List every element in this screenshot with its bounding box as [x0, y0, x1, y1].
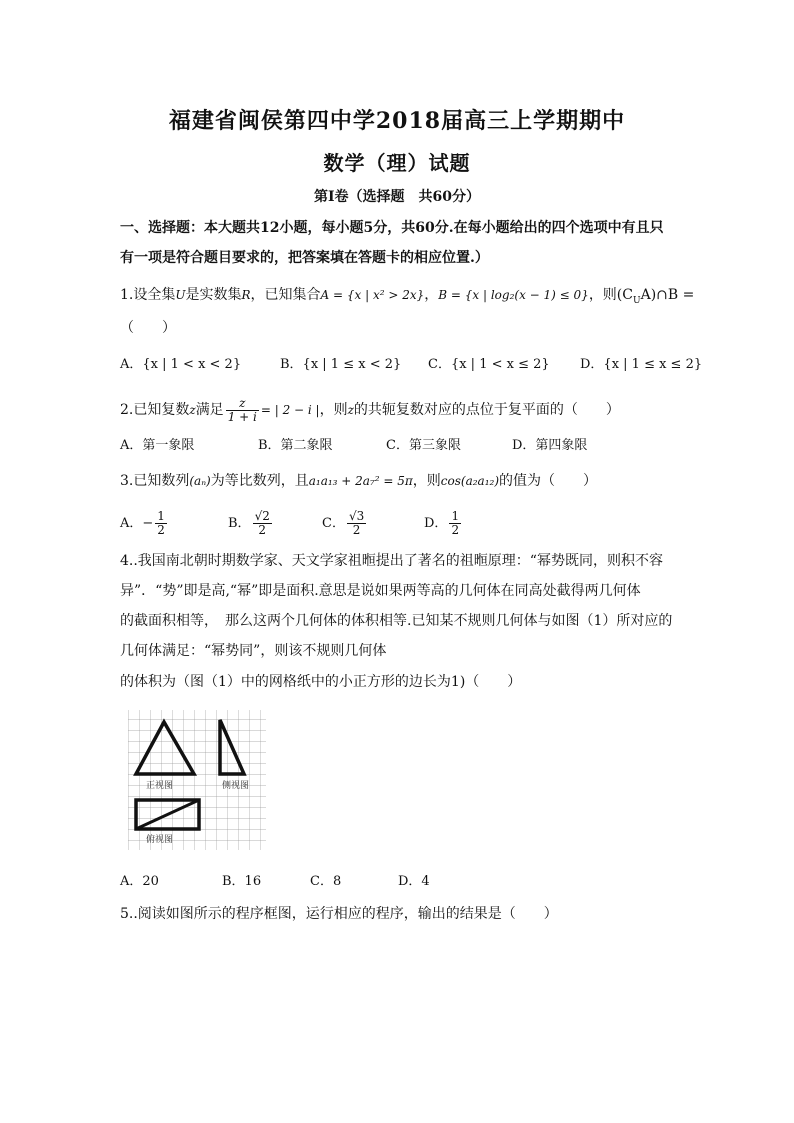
question-1-option-d: D．{x | 1 ≤ x ≤ 2} [580, 357, 703, 372]
question-4-option-b: B．16 [222, 874, 262, 889]
paper-subtitle: 数学（理）试题 [323, 151, 471, 175]
question-5-stem: 5..阅读如图所示的程序框图，运行相应的程序，输出的结果是（ ） [120, 906, 558, 922]
question-3-option-c: C． $\frac{√3}{2}$ [322, 509, 365, 537]
front-view-label: 正视图 [146, 781, 174, 791]
question-1-stem: 1.设全集U是实数集R，已知集合A = {x | x² > 2x}，B = {x | log₂(x − 1) ≤ 0}，则$(C_UA)\cap B$ = [120, 287, 695, 306]
question-3-option-d: D． $\frac{1}{2}$ [424, 509, 460, 537]
question-1-option-a: A．{x | 1 < x < 2} [120, 357, 242, 372]
question-3-option-b: B． $\frac{√2}{2}$ [228, 509, 270, 537]
question-4-option-c: C．8 [310, 874, 342, 889]
question-2-option-d: D．第四象限 [512, 438, 588, 453]
question-4-option-a: A．20 [120, 874, 159, 889]
question-4-line1: 4..我国南北朝时期数学家、天文学家祖暅提出了著名的祖暅原理：“幂势既同，则积不容 [120, 553, 663, 569]
question-4-line4: 几何体满足：“幂势同”，则该不规则几何体 [120, 643, 387, 659]
question-2-option-b: B．第二象限 [258, 438, 333, 453]
section-instructions-line2: 有一项是符合题目要求的，把答案填在答题卡的相应位置.） [120, 250, 489, 266]
side-view-label: 侧视图 [222, 781, 250, 791]
question-2-option-a: A．第一象限 [120, 438, 195, 453]
question-4-option-d: D．4 [398, 874, 430, 889]
question-4-line2: 异”．“势”即是高,“幂”即是面积.意思是说如果两等高的几何体在同高处截得两几何体 [120, 583, 641, 599]
question-3-option-a: A．− $\frac{1}{2}$ [120, 509, 165, 537]
top-view-label: 俯视图 [146, 835, 174, 845]
paper-title: 福建省闽侯第四中学2018届高三上学期期中 [168, 108, 626, 134]
question-1-option-b: B．{x | 1 ≤ x < 2} [280, 357, 402, 372]
question-1-option-c: C．{x | 1 < x ≤ 2} [428, 357, 550, 372]
question-2-stem: 2.已知复数z满足 $\frac{z}{1 + i}$ = | 2 − i |，则z的共轭复数对应的点位于复平面的（ ） [120, 395, 620, 424]
question-2-option-c: C．第三象限 [386, 438, 461, 453]
question-1-answer-paren: （ ） [120, 320, 176, 336]
three-view-figure [128, 708, 268, 854]
section-instructions-line1: 一、选择题：本大题共12小题，每小题5分，共60分.在每小题给出的四个选项中有且只 [120, 220, 664, 236]
question-4-line3: 的截面积相等， 那么这两个几何体的体积相等.已知某不规则几何体与如图（1）所对应的 [120, 613, 673, 629]
question-3-stem: 3.已知数列(aₙ)为等比数列，且a₁a₁₃ + 2a₇² = 5π，则cos(a₂a₁₂)的值为（ ） [120, 473, 598, 489]
question-4-line5: 的体积为（图（1）中的网格纸中的小正方形的边长为1)（ ） [120, 674, 522, 690]
part-heading: 第Ⅰ卷（选择题 共60分） [313, 189, 481, 205]
